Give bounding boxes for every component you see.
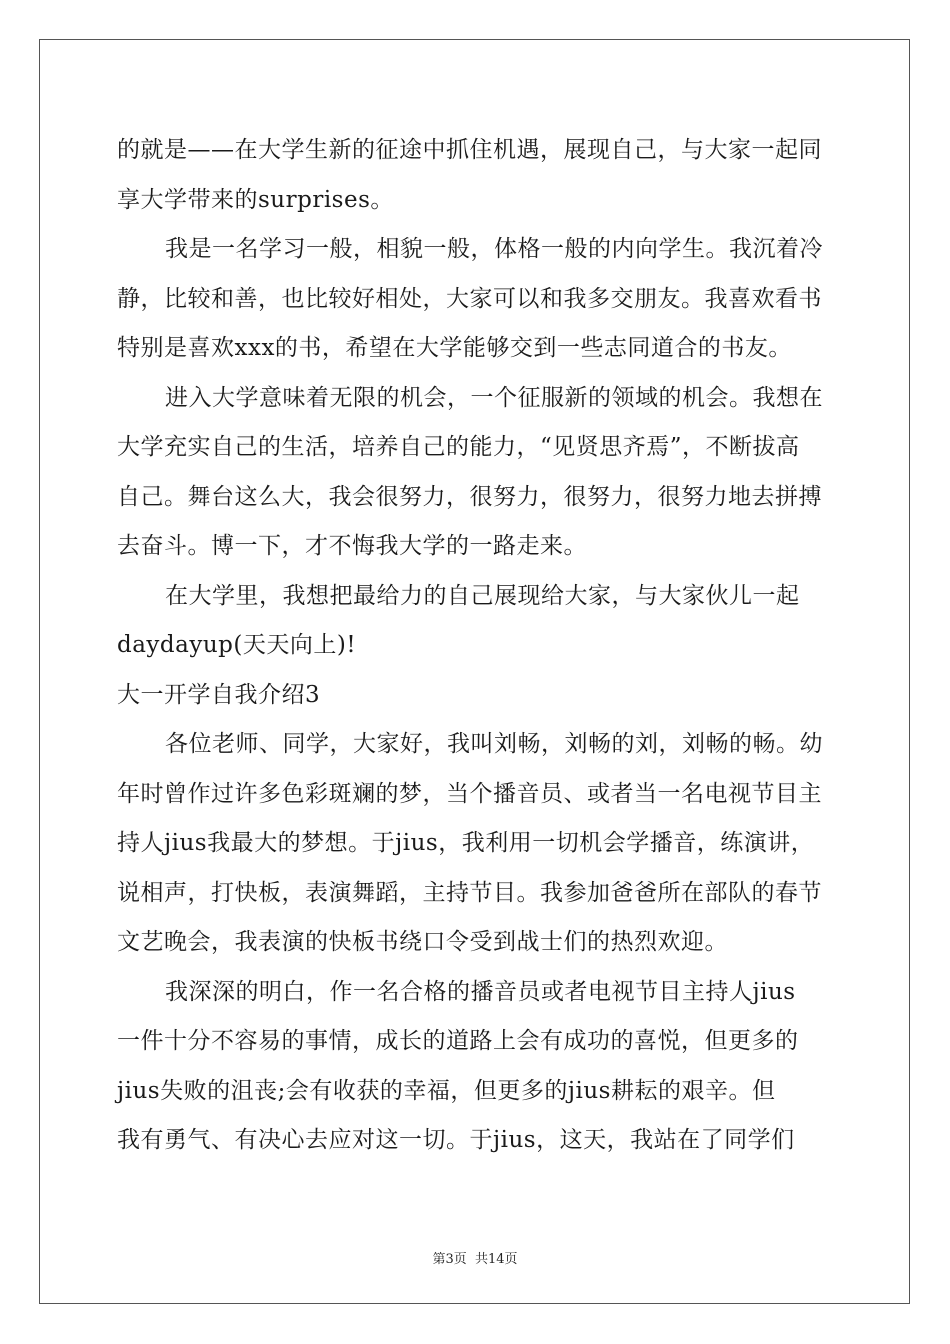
total-pages-label: 共14页 xyxy=(474,1252,518,1267)
text-line: 去奋斗。博一下，才不悔我大学的一路走来。 xyxy=(117,533,587,559)
text-line: 的就是——在大学生新的征途中抓住机遇，展现自己，与大家一起同 xyxy=(117,137,822,163)
document-body xyxy=(117,128,835,1168)
text-line: 特别是喜欢xxx的书，希望在大学能够交到一些志同道合的书友。 xyxy=(117,335,792,361)
text-line: 大一开学自我介绍3 xyxy=(117,681,321,708)
text-line: 文艺晚会，我表演的快板书绕口令受到战士们的热烈欢迎。 xyxy=(117,929,728,955)
text-line: jius失败的沮丧;会有收获的幸福，但更多的jius耕耘的艰辛。但 xyxy=(117,1077,776,1104)
text-line: 各位老师、同学，大家好，我叫刘畅，刘畅的刘，刘畅的畅。幼 xyxy=(165,731,823,757)
text-line: 大学充实自己的生活，培养自己的能力，“见贤思齐焉”，不断拔高 xyxy=(117,434,800,460)
text-line: 我有勇气、有决心去应对这一切。于jius，这天，我站在了同学们 xyxy=(117,1127,795,1153)
text-line: 年时曾作过许多色彩斑斓的梦，当个播音员、或者当一名电视节目主 xyxy=(117,780,822,807)
text-line: 享大学带来的surprises。 xyxy=(117,186,394,213)
text-line: 持人jius我最大的梦想。于jius，我利用一切机会学播音，练演讲， xyxy=(117,830,815,856)
text-line: 自己。舞台这么大，我会很努力，很努力，很努力，很努力地去拼搏 xyxy=(117,483,822,510)
current-page-label: 第3页 xyxy=(432,1252,467,1267)
text-line: 我是一名学习一般，相貌一般，体格一般的内向学生。我沉着冷 xyxy=(165,236,823,262)
text-line: 说相声，打快板，表演舞蹈，主持节目。我参加爸爸所在部队的春节 xyxy=(117,879,822,906)
text-line: 在大学里，我想把最给力的自己展现给大家，与大家伙儿一起 xyxy=(165,582,800,609)
text-line: 静，比较和善，也比较好相处，大家可以和我多交朋友。我喜欢看书 xyxy=(117,285,822,312)
text-line: 进入大学意味着无限的机会，一个征服新的领域的机会。我想在 xyxy=(165,384,823,411)
page-footer xyxy=(0,1248,950,1267)
text-line: 一件十分不容易的事情，成长的道路上会有成功的喜悦，但更多的 xyxy=(117,1028,799,1054)
text-line: 我深深的明白，作一名合格的播音员或者电视节目主持人jius xyxy=(165,978,796,1005)
text-line: daydayup(天天向上)! xyxy=(117,632,357,658)
